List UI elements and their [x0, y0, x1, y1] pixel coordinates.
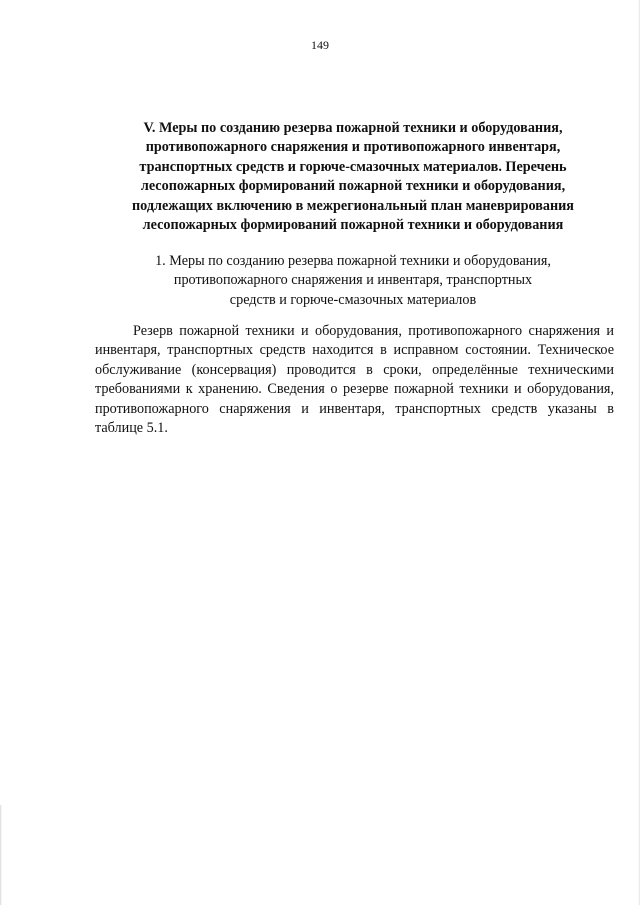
- section-title-line: противопожарного снаряжения и противопожарного инвентаря,: [145, 139, 561, 156]
- section-title-line: подлежащих включению в межрегиональный план маневрирования: [131, 197, 574, 214]
- section-title-line: лесопожарных формирований пожарной техники и оборудования: [142, 217, 564, 234]
- section-title: [108, 119, 598, 235]
- subsection-title: [128, 252, 578, 310]
- body-paragraph: Резерв пожарной техники и оборудования, противопожарного снаряжения и инвентаря, транспортных средств находится в исправном состоянии. Техническое обслуживание (консервация) проводится в сроки, определённые техническими требованиями к хранению. Сведения о резерве пожарной техники и оборудования, противопожарного снаряжения и инвентаря, транспортных средств указаны в таблице 5.1.: [95, 323, 614, 437]
- section-title-line: V. Меры по созданию резерва пожарной техники и оборудования,: [143, 120, 563, 136]
- subsection-title-line: 1. Меры по созданию резерва пожарной техники и оборудования,: [155, 253, 551, 269]
- section-title-line: транспортных средств и горюче-смазочных материалов. Перечень: [139, 158, 567, 175]
- page-edge-shadow: [0, 805, 2, 905]
- section-title-line: лесопожарных формирований пожарной техники и оборудования,: [140, 178, 566, 195]
- subsection-title-line: противопожарного снаряжения и инвентаря, транспортных: [173, 272, 533, 289]
- page-number: 149: [311, 38, 329, 52]
- subsection-title-line: средств и горюче-смазочных материалов: [229, 291, 477, 308]
